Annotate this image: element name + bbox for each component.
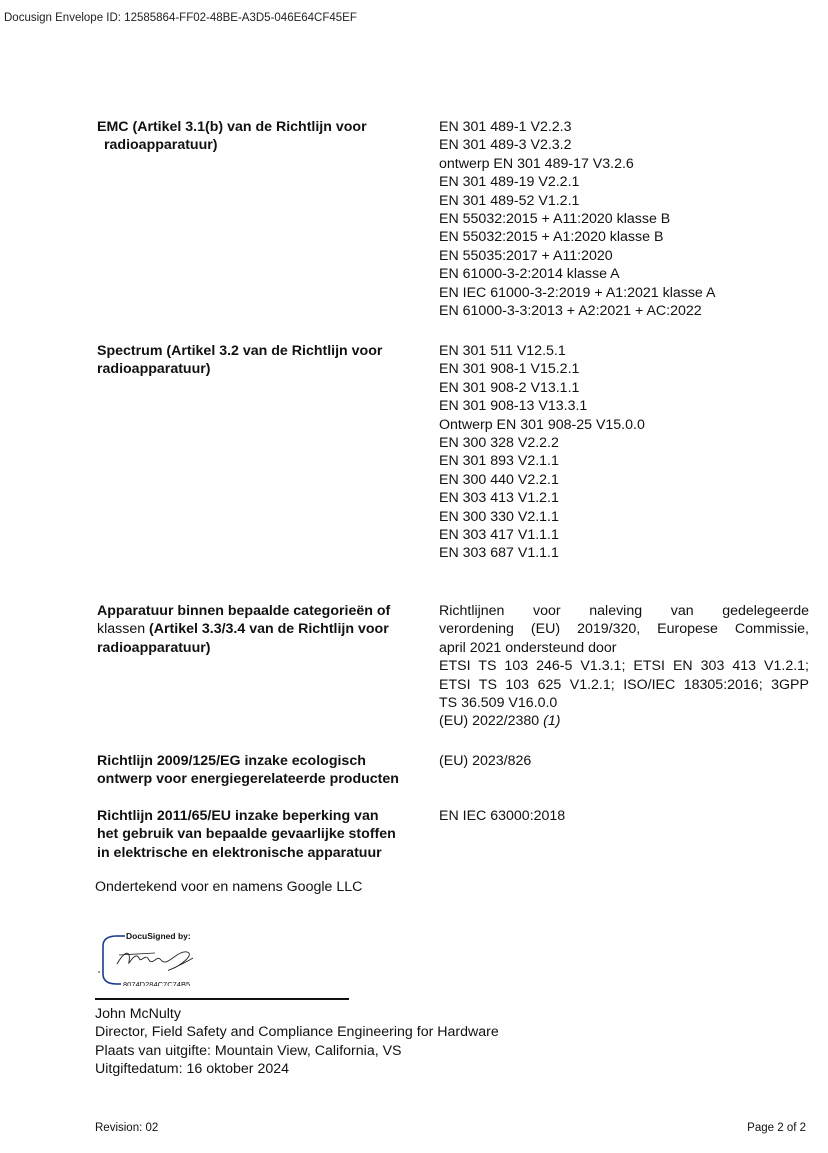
standard-item: Ontwerp EN 301 908-25 V15.0.0 — [439, 416, 645, 433]
rohs-label — [97, 807, 422, 862]
ecodesign-label-line: ontwerp voor energiegerelateerde producten — [97, 771, 399, 788]
spectrum-standards — [439, 342, 809, 563]
emc-label-line: EMC (Artikel 3.1(b) van de Richtlijn voor — [97, 119, 367, 135]
standard-item: EN 301 489-52 V1.2.1 — [439, 192, 580, 209]
signer-info — [95, 1005, 499, 1079]
signer-title: Director, Field Safety and Compliance Engineering for Hardware — [95, 1024, 499, 1041]
standard-item: EN 300 328 V2.2.2 — [439, 435, 559, 452]
standard-item: EN 55032:2015 + A11:2020 klasse B — [439, 211, 671, 228]
categories-label — [97, 602, 422, 657]
rohs-value — [439, 807, 809, 825]
standard-item: EN 301 489-19 V2.2.1 — [439, 174, 580, 191]
issue-date: Uitgiftedatum: 16 oktober 2024 — [95, 1061, 290, 1078]
categories-value-line: april 2021 ondersteund door — [439, 639, 617, 656]
issue-place: Plaats van uitgifte: Mountain View, California, VS — [95, 1042, 402, 1059]
emc-standards — [439, 118, 809, 320]
standard-item: EN 303 413 V1.2.1 — [439, 490, 559, 507]
emc-label — [97, 118, 422, 155]
standard-item: EN 300 330 V2.1.1 — [439, 508, 559, 525]
ecodesign-value — [439, 752, 809, 770]
signer-name: John McNulty — [95, 1006, 181, 1022]
standard-item: EN 301 893 V2.1.1 — [439, 453, 559, 470]
page-number: Page 2 of 2 — [747, 1122, 806, 1134]
ecodesign-label — [97, 752, 422, 789]
spectrum-label — [97, 342, 422, 379]
standard-item: EN 301 908-13 V13.3.1 — [439, 398, 588, 415]
docusign-header: DocuSigned by: — [126, 931, 191, 941]
spectrum-label-line: Spectrum (Artikel 3.2 van de Richtlijn voor — [97, 343, 383, 359]
rohs-value-line: EN IEC 63000:2018 — [439, 808, 566, 824]
standard-item: EN 301 908-1 V15.2.1 — [439, 361, 580, 378]
standard-item: EN 55035:2017 + A11:2020 — [439, 247, 613, 264]
rohs-label-line: het gebruik van bepaalde gevaarlijke stoffen — [97, 826, 396, 843]
standard-item: EN IEC 61000-3-2:2019 + A1:2021 klasse A — [439, 284, 716, 301]
categories-value-line — [439, 712, 809, 730]
standard-item: EN 61000-3-2:2014 klasse A — [439, 266, 620, 283]
ecodesign-value-line: (EU) 2023/826 — [439, 753, 532, 769]
standard-item: ontwerp EN 301 489-17 V3.2.6 — [439, 155, 634, 172]
categories-label-line: radioapparatuur) — [97, 639, 211, 656]
categories-label-line — [97, 620, 422, 638]
categories-value-line: Richtlijnen voor naleving van gedelegeerde — [439, 603, 809, 619]
categories-label-line: Apparatuur binnen bepaalde categorieën of — [97, 603, 391, 619]
signature-frame-icon — [95, 928, 235, 986]
revision-label: Revision: 02 — [95, 1122, 159, 1134]
signed-for-statement: Ondertekend voor en namens Google LLC — [95, 879, 363, 895]
categories-value-line: ETSI TS 103 246-5 V1.3.1; ETSI EN 303 413 V1.2.1; — [439, 658, 809, 675]
rohs-label-line: in elektrische en elektronische apparatuur — [97, 844, 382, 861]
categories-value — [439, 602, 809, 731]
ecodesign-label-line: Richtlijn 2009/125/EG inzake ecologisch — [97, 753, 366, 769]
standard-item: EN 301 489-3 V2.3.2 — [439, 137, 572, 154]
footnote-ref: (1) — [543, 713, 561, 730]
docusign-code: 8074D284C7C74B5... — [123, 980, 197, 986]
standard-item: EN 301 511 V12.5.1 — [439, 343, 566, 359]
docusign-envelope-id: Docusign Envelope ID: 12585864-FF02-48BE-A3D5-046E64CF45EF — [4, 12, 357, 24]
spectrum-label-line: radioapparatuur) — [97, 361, 211, 378]
regulation-ref: (EU) 2022/2380 — [439, 713, 544, 730]
standard-item: EN 303 417 V1.1.1 — [439, 527, 559, 544]
docusign-signature-block — [95, 928, 235, 986]
categories-label-normal: klassen — [97, 621, 150, 638]
standard-item: EN 300 440 V2.2.1 — [439, 471, 559, 488]
standard-item: EN 301 489-1 V2.2.3 — [439, 119, 572, 135]
standard-item: EN 55032:2015 + A1:2020 klasse B — [439, 229, 664, 246]
standard-item: EN 61000-3-3:2013 + A2:2021 + AC:2022 — [439, 303, 702, 320]
categories-value-line: TS 36.509 V16.0.0 — [439, 695, 558, 712]
categories-label-bold: (Artikel 3.3/3.4 van de Richtlijn voor — [149, 621, 389, 638]
standard-item: EN 301 908-2 V13.1.1 — [439, 379, 580, 396]
emc-label-line: radioapparatuur) — [104, 137, 218, 154]
signature-line — [95, 998, 349, 1000]
rohs-label-line: Richtlijn 2011/65/EU inzake beperking van — [97, 808, 379, 824]
categories-value-line: verordening (EU) 2019/320, Europese Commissie, — [439, 621, 809, 638]
standard-item: EN 303 687 V1.1.1 — [439, 545, 559, 562]
categories-value-line: ETSI TS 103 625 V1.2.1; ISO/IEC 18305:2016; 3GPP — [439, 676, 809, 693]
